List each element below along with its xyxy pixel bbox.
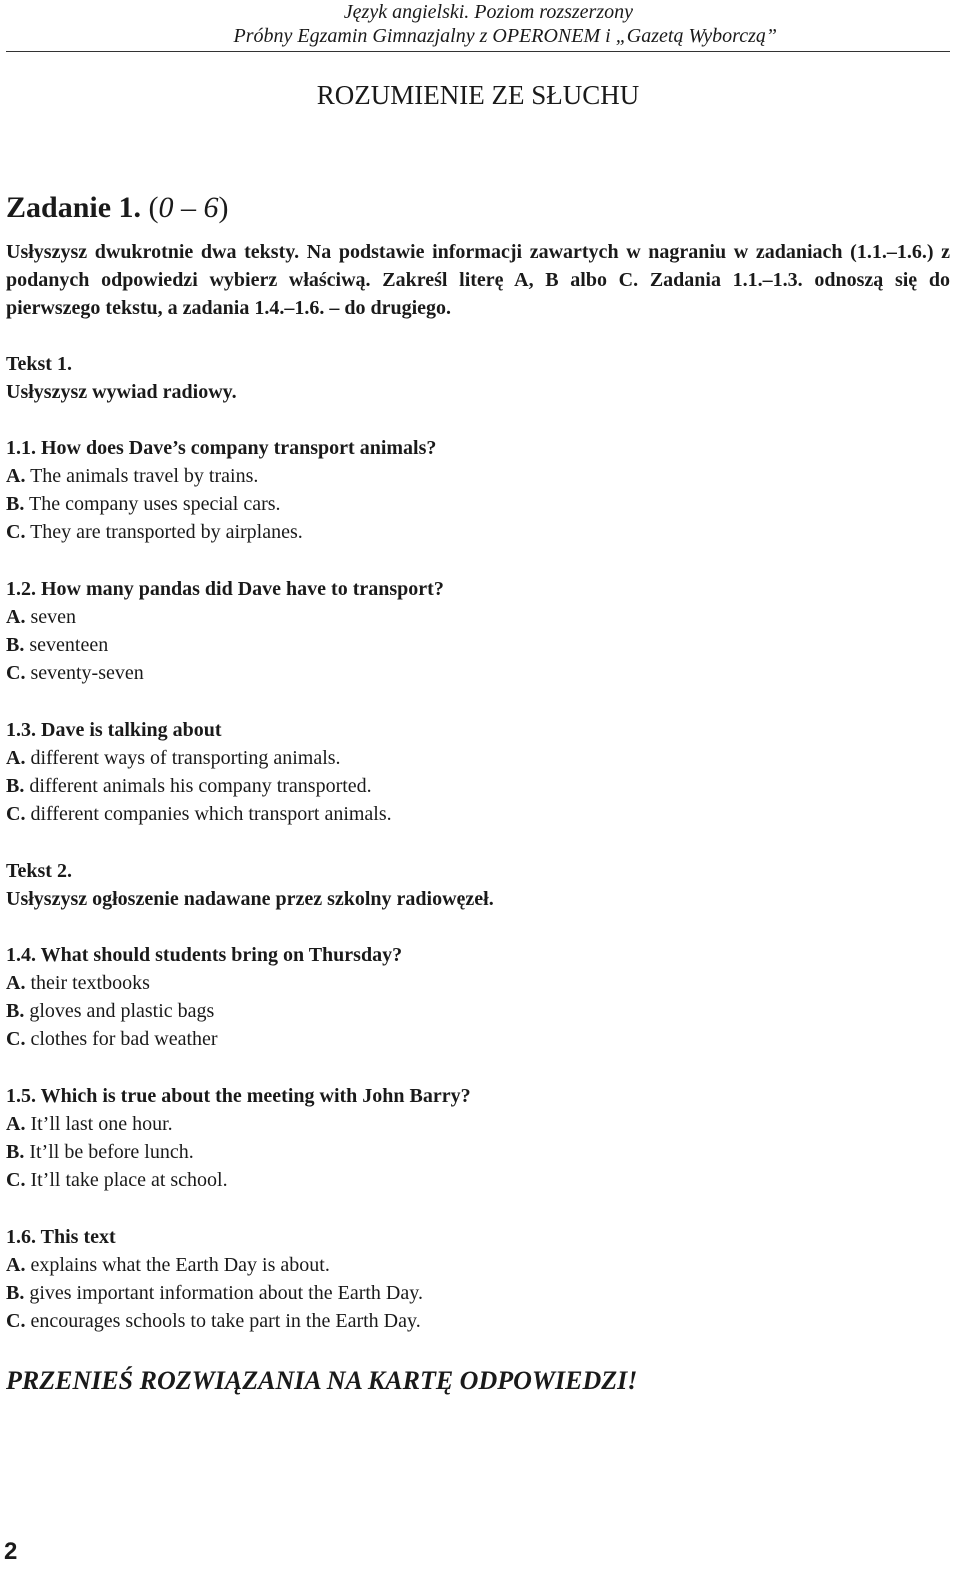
task-points: (0 – 6) bbox=[148, 191, 229, 224]
task-number: Zadanie 1. bbox=[6, 191, 142, 224]
option-a[interactable]: A. different ways of transporting animals. bbox=[6, 747, 341, 769]
header-subject: Język angielski. Poziom rozszerzony bbox=[343, 1, 633, 23]
option-c[interactable]: C. seventy-seven bbox=[6, 662, 144, 684]
page-number: 2 bbox=[4, 1538, 18, 1565]
question-text: 1.6. This text bbox=[6, 1226, 116, 1248]
question-text: 1.5. Which is true about the meeting with John Barry? bbox=[6, 1085, 471, 1107]
question-text: 1.1. How does Dave’s company transport animals? bbox=[6, 437, 437, 459]
option-a[interactable]: A. The animals travel by trains. bbox=[6, 465, 259, 487]
option-a[interactable]: A. seven bbox=[6, 606, 76, 628]
task-points-range: 0 – 6 bbox=[158, 191, 219, 224]
option-b[interactable]: B. seventeen bbox=[6, 634, 109, 656]
transfer-answers-notice: PRZENIEŚ ROZWIĄZANIA NA KARTĘ ODPOWIEDZI! bbox=[6, 1366, 638, 1395]
option-c[interactable]: C. They are transported by airplanes. bbox=[6, 521, 303, 543]
task-title bbox=[6, 190, 229, 226]
text1-heading bbox=[6, 350, 946, 406]
question-1-4 bbox=[6, 941, 946, 1053]
question-1-3 bbox=[6, 716, 946, 828]
option-a[interactable]: A. their textbooks bbox=[6, 972, 150, 994]
section-title: ROZUMIENIE ZE SŁUCHU bbox=[316, 80, 640, 110]
option-b[interactable]: B. gives important information about the Earth Day. bbox=[6, 1282, 423, 1304]
option-c[interactable]: C. clothes for bad weather bbox=[6, 1028, 218, 1050]
question-1-6 bbox=[6, 1223, 946, 1335]
header-exam-name: Próbny Egzamin Gimnazjalny z OPERONEM i „Gazetą Wyborczą” bbox=[233, 25, 777, 47]
task-instructions: Usłyszysz dwukrotnie dwa teksty. Na podstawie informacji zawartych w nagraniu w zadaniach (1.1.–1.6.) z podanych odpowiedzi wybierz właściwą. Zakreśl literę A, B albo C. Zadania 1.1.–1.3. odnoszą się do pierwszego tekstu, a zadania 1.4.–1.6. – do drugiego. bbox=[6, 241, 950, 319]
text1-description: Usłyszysz wywiad radiowy. bbox=[6, 381, 237, 403]
option-b[interactable]: B. gloves and plastic bags bbox=[6, 1000, 215, 1022]
option-b[interactable]: B. different animals his company transported. bbox=[6, 775, 372, 797]
question-text: 1.4. What should students bring on Thursday? bbox=[6, 944, 403, 966]
text2-heading bbox=[6, 857, 946, 913]
option-c[interactable]: C. It’ll take place at school. bbox=[6, 1169, 228, 1191]
question-1-5 bbox=[6, 1082, 946, 1194]
text2-label: Tekst 2. bbox=[6, 860, 72, 882]
text2-description: Usłyszysz ogłoszenie nadawane przez szkolny radiowęzeł. bbox=[6, 888, 494, 910]
question-text: 1.3. Dave is talking about bbox=[6, 719, 222, 741]
option-c[interactable]: C. encourages schools to take part in the Earth Day. bbox=[6, 1310, 421, 1332]
question-1-1 bbox=[6, 434, 946, 546]
header-divider bbox=[6, 51, 950, 52]
page-header bbox=[0, 0, 950, 48]
option-b[interactable]: B. The company uses special cars. bbox=[6, 493, 281, 515]
option-c[interactable]: C. different companies which transport animals. bbox=[6, 803, 392, 825]
text1-label: Tekst 1. bbox=[6, 353, 72, 375]
option-a[interactable]: A. explains what the Earth Day is about. bbox=[6, 1254, 330, 1276]
question-text: 1.2. How many pandas did Dave have to transport? bbox=[6, 578, 444, 600]
option-a[interactable]: A. It’ll last one hour. bbox=[6, 1113, 173, 1135]
question-1-2 bbox=[6, 575, 946, 687]
option-b[interactable]: B. It’ll be before lunch. bbox=[6, 1141, 194, 1163]
